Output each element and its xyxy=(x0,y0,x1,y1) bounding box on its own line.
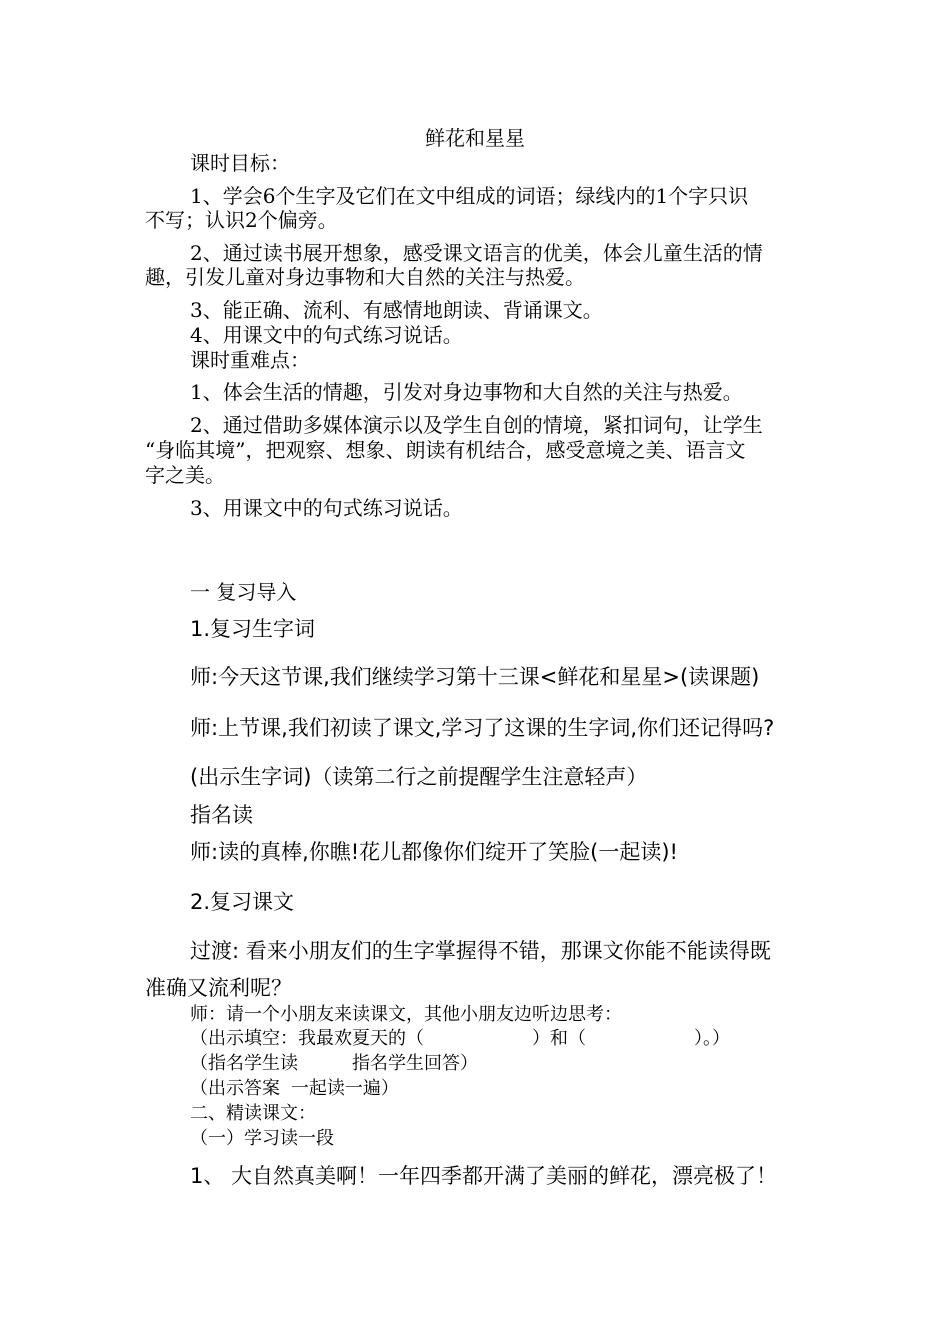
paragraph-1: 师:今天这节课,我们继续学习第十三课<鲜花和星星>(读课题) xyxy=(190,665,760,689)
paragraph-2: 师:上节课,我们初读了课文,学习了这课的生字词,你们还记得吗? xyxy=(190,716,775,740)
paragraph-4: 指名读 xyxy=(190,803,253,827)
subsection-2-heading: 2.复习课文 xyxy=(190,890,295,914)
goal-2-line-2: 趣，引发儿童对身边事物和大自然的关注与热爱。 xyxy=(145,265,585,289)
section-2-heading: 二、精读课文： xyxy=(190,1103,316,1124)
paragraph-3: (出示生字词)（读第二行之前提醒学生注意轻声） xyxy=(190,765,648,789)
paragraph-6-line-1: 过渡: 看来小朋友们的生字掌握得不错，那课文你能不能读得既 xyxy=(190,939,771,963)
subsection-3-heading: （一）学习读一段 xyxy=(190,1128,334,1149)
paragraph-5: 师:读的真棒,你瞧!花儿都像你们绽开了笑脸(一起读)! xyxy=(190,840,678,864)
paragraph-10: （出示答案 一起读一遍） xyxy=(190,1078,399,1099)
goal-1-line-2: 不写；认识2个偏旁。 xyxy=(145,208,338,232)
section-1-heading: 一 复习导入 xyxy=(190,580,297,604)
paragraph-8: （出示填空：我最欢夏天的（ ）和（ ）。） xyxy=(190,1028,730,1049)
key-point-3: 3、用课文中的句式练习说话。 xyxy=(190,496,463,520)
key-point-2-line-2: “身临其境”，把观察、想象、朗读有机结合，感受意境之美、语言文 xyxy=(145,438,746,462)
paragraph-11: 1、 大自然真美啊！一年四季都开满了美丽的鲜花，漂亮极了！ xyxy=(190,1164,778,1188)
goal-2-line-1: 2、通过读书展开想象，感受课文语言的优美，体会儿童生活的情 xyxy=(190,241,763,265)
paragraph-7: 师：请一个小朋友来读课文，其他小朋友边听边思考： xyxy=(190,1004,622,1025)
document-title: 鲜花和星星 xyxy=(425,126,525,150)
paragraph-9: （指名学生读 指名学生回答） xyxy=(190,1053,478,1074)
key-point-2-line-1: 2、通过借助多媒体演示以及学生自创的情境，紧扣词句，让学生 xyxy=(190,413,763,437)
goal-3: 3、能正确、流利、有感情地朗读、背诵课文。 xyxy=(190,298,603,322)
key-points-heading: 课时重难点： xyxy=(190,348,310,372)
paragraph-6-line-2: 准确又流利呢？ xyxy=(145,976,292,1000)
goal-1-line-1: 1、学会6个生字及它们在文中组成的词语；绿线内的1个字只识 xyxy=(190,184,749,208)
subsection-1-heading: 1.复习生字词 xyxy=(190,617,316,641)
key-point-1: 1、体会生活的情趣，引发对身边事物和大自然的关注与热爱。 xyxy=(190,380,743,404)
goals-heading: 课时目标： xyxy=(190,151,290,175)
key-point-2-line-3: 字之美。 xyxy=(145,463,225,487)
goal-4: 4、用课文中的句式练习说话。 xyxy=(190,323,463,347)
